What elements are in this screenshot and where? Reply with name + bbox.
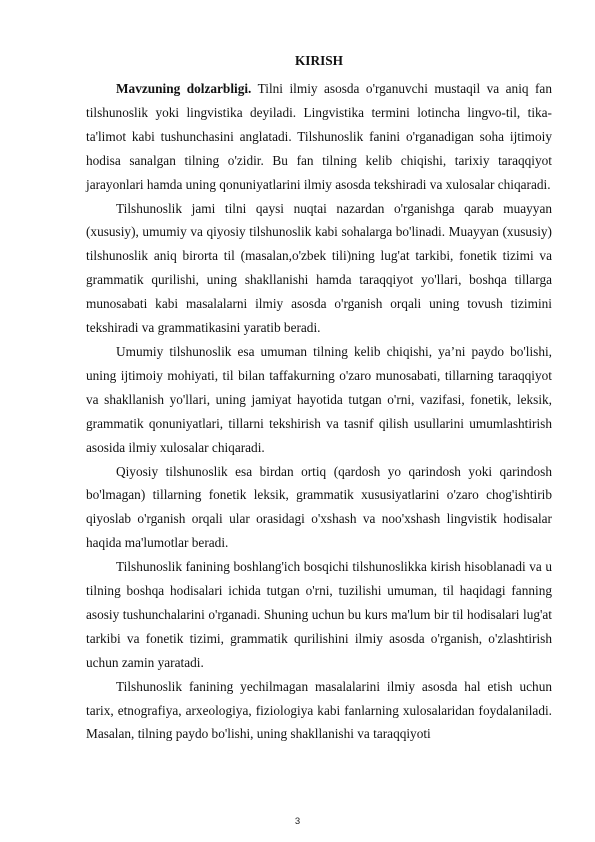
paragraph (86, 340, 552, 460)
paragraph-text: Qiyosiy tilshunoslik esa birdan ortiq (qardosh yo qarindosh yoki qarindosh bo'lmagan) tillarning fonetik leksik, grammatik xususiyatlarini o'zaro chog'ishtirib qiyoslab o'rganish orqali ular orasidagi o'xshash va noo'xshash lingvistik hodisalar haqida ma'lumotlar beradi. (86, 463, 552, 551)
paragraph-text: Tilshunoslik fanining yechilmagan masalalarini ilmiy asosda hal etish uchun tarix, etnografiya, arxeologiya, fiziologiya kabi fanlarning xulosalaridan foydalaniladi. Masalan, tilning paydo bo'lishi, uning shakllanishi va taraqqiyoti (86, 678, 552, 742)
paragraph-text: Tilshunoslik fanining boshlang'ich bosqichi tilshunoslikka kirish hisoblanadi va u tilning boshqa hodisalari ichida tutgan o'rni, tuzilishi umuman, til haqidagi fanning asosiy tushunchalarini o'rganadi. Shuning uchun bu kurs ma'lum bir til hodisalari lug'at tarkibi va fonetik tizimi, grammatik qurilishini ilmiy asosda o'rganish, o'zlashtirish uchun zamin yaratadi. (86, 559, 552, 670)
paragraph (86, 555, 552, 675)
paragraph (86, 675, 552, 747)
paragraph-text: Tilni ilmiy asosda o'rganuvchi mustaqil va aniq fan tilshunoslik yoki lingvistika deyiladi. Lingvistika termini lotincha lingvo-til, tika-ta'limot kabi tushunchasini anglatadi. Tilshunoslik fanini o'rganadigan soha ijtimoiy hodisa sanalgan tilning o'zidir. Bu fan tilning kelib chiqishi, tarixiy taraqqiyot jarayonlari hamda uning qonuniyatlarini ilmiy asosda tekshiradi va xulosalar chiqaradi. (86, 81, 552, 192)
paragraph-text: Umumiy tilshunoslik esa umuman tilning kelib chiqishi, ya’ni paydo bo'lishi, uning ijtimoiy mohiyati, til bilan taffakurning o'zaro munosabati, tillarning taraqqiyot va shakllanish yo'llari, uning jamiyat hayotida tutgan o'rni, vazifasi, fonetik, leksik, grammatik qonuniyatlari, tillarni tekshirish va tasnif qilish usullarini umumlashtirish asosida ilmiy xulosalar chiqaradi. (86, 343, 552, 455)
paragraph (86, 197, 552, 340)
paragraph (86, 77, 552, 197)
section-title: KIRISH (294, 53, 344, 68)
paragraph-text: Tilshunoslik jami tilni qaysi nuqtai nazardan o'rganishga qarab muayyan (xususiy), umumiy va qiyosiy tilshunoslik kabi sohalarga bo'linadi. Muayyan (xususiy) tilshunoslik aniq birorta til (masalan,o'zbek tili)ning lug'at tarkibi, fonetik tizimi va grammatik qurilishi, uning shakllanishi hamda taraqqiyot yo'llari, boshqa tillarga munosabati kabi masalalarni ilmiy asosda o'rganish orqali uning tovush tizimini tekshiradi va grammatikasini yaratib beradi. (86, 200, 552, 336)
page-number: 3 (294, 816, 301, 827)
paragraph-lead: Mavzuning dolzarbligi. (116, 81, 252, 96)
paragraph (86, 460, 552, 556)
document-body (86, 49, 552, 746)
